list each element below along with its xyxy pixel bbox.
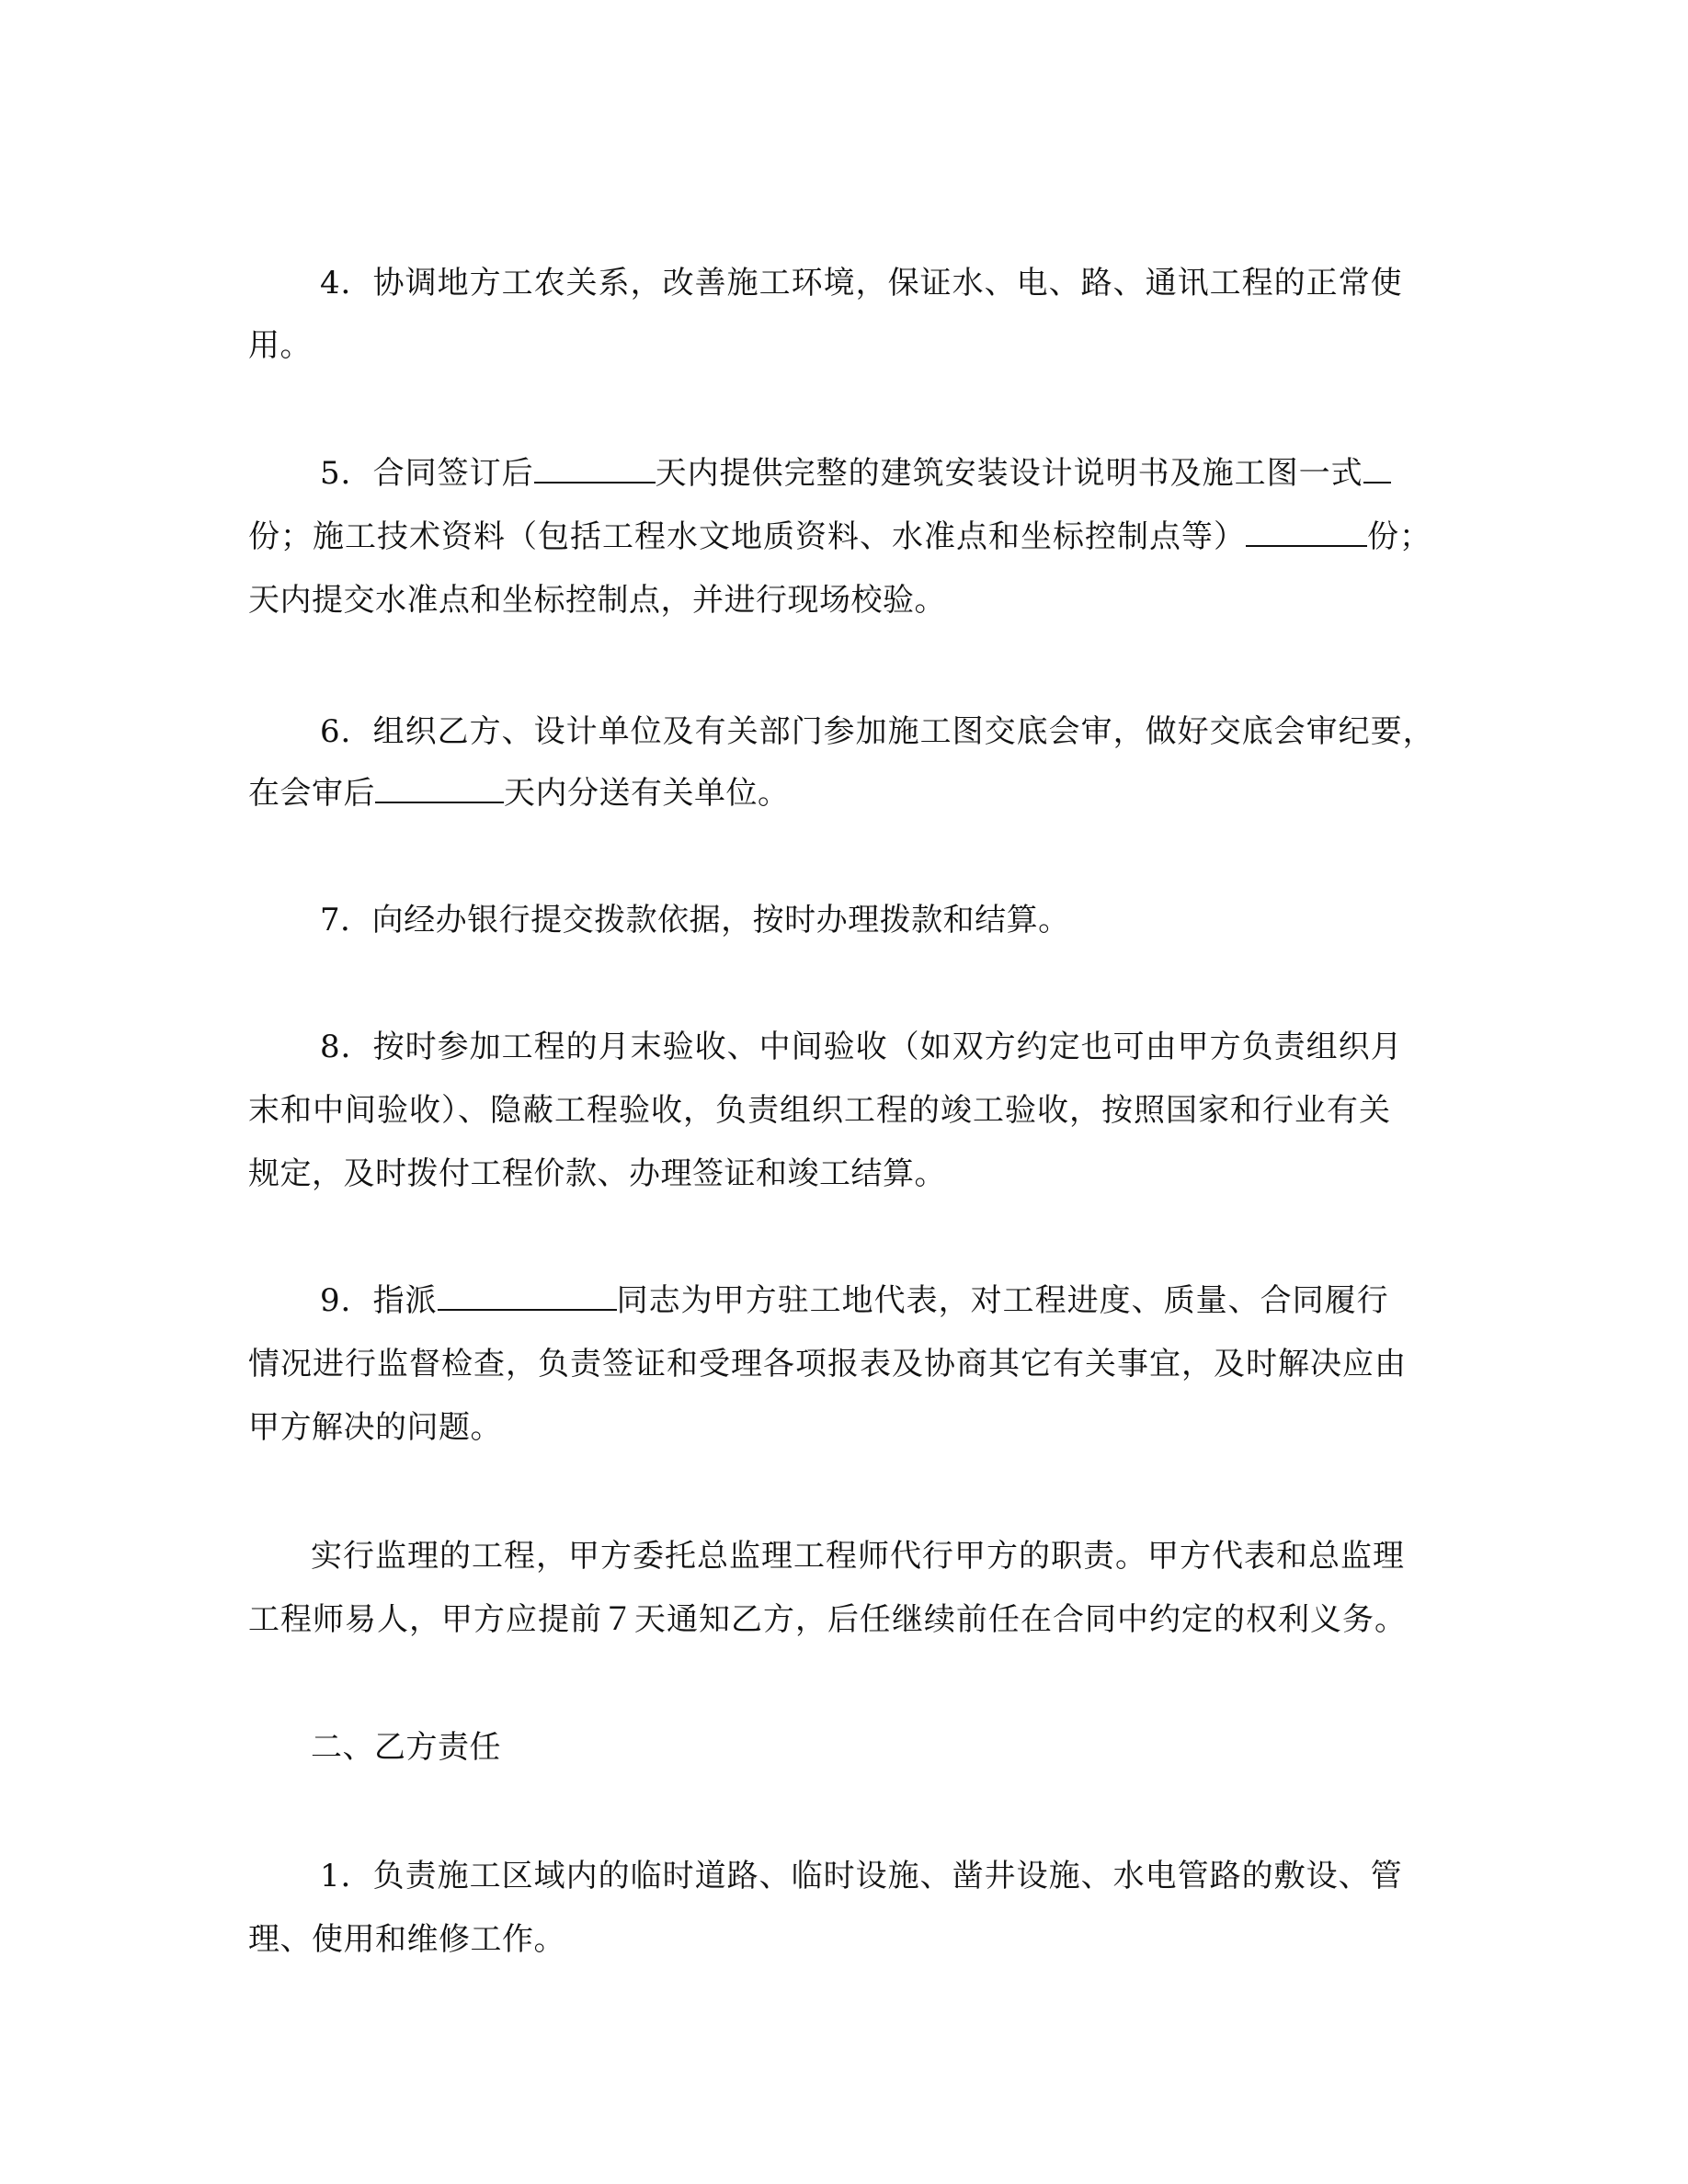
para-8-line-1: 8．按时参加工程的月末验收、中间验收（如双方约定也可由甲方负责组织月	[320, 1029, 1403, 1065]
text: 份；	[1367, 518, 1431, 555]
para-5-line-2	[248, 517, 1431, 557]
text: 9．指派	[320, 1282, 438, 1319]
para-5-line-1	[320, 453, 1391, 494]
blank-copies	[1363, 454, 1391, 483]
item-1-line-2: 理、使用和维修工作。	[248, 1921, 565, 1958]
para-9-line-2: 情况进行监督检查，负责签证和受理各项报表及协商其它有关事宜，及时解决应由	[248, 1346, 1407, 1382]
para-5-line-3: 天内提交水准点和坐标控制点，并进行现场校验。	[248, 582, 946, 619]
blank-representative	[438, 1281, 617, 1311]
para-8-line-3: 规定，及时拨付工程价款、办理签证和竣工结算。	[248, 1155, 946, 1192]
blank-days	[375, 774, 504, 803]
para-6-line-2	[248, 773, 790, 813]
para-6-line-1: 6．组织乙方、设计单位及有关部门参加施工图交底会审，做好交底会审纪要，	[320, 713, 1435, 750]
text: 份；施工技术资料（包括工程水文地质资料、水准点和坐标控制点等）	[248, 518, 1246, 555]
blank-days	[534, 454, 656, 483]
para-10-line-1: 实行监理的工程，甲方委托总监理工程师代行甲方的职责。甲方代表和总监理	[311, 1538, 1405, 1575]
para-4-line-1: 4．协调地方工农关系，改善施工环境，保证水、电、路、通讯工程的正常使	[320, 265, 1403, 301]
para-4-line-2: 用。	[248, 327, 312, 364]
section-heading: 二、乙方责任	[311, 1729, 501, 1766]
para-9-line-1	[320, 1280, 1389, 1321]
text: 天内分送有关单位。	[504, 775, 790, 812]
para-9-line-3: 甲方解决的问题。	[248, 1409, 502, 1446]
text: 在会审后	[248, 775, 375, 812]
blank-copies-2	[1246, 518, 1367, 547]
text: 天内提供完整的建筑安装设计说明书及施工图一式	[655, 455, 1363, 492]
text: 5．合同签订后	[320, 455, 534, 492]
para-8-line-2: 末和中间验收）、隐蔽工程验收，负责组织工程的竣工验收，按照国家和行业有关	[248, 1092, 1391, 1129]
para-7-line-1: 7．向经办银行提交拨款依据，按时办理拨款和结算。	[320, 902, 1070, 938]
text: 同志为甲方驻工地代表，对工程进度、质量、合同履行	[616, 1282, 1389, 1319]
item-1-line-1: 1．负责施工区域内的临时道路、临时设施、凿井设施、水电管路的敷设、管	[320, 1858, 1403, 1894]
para-10-line-2: 工程师易人，甲方应提前７天通知乙方，后任继续前任在合同中约定的权利义务。	[248, 1601, 1407, 1638]
